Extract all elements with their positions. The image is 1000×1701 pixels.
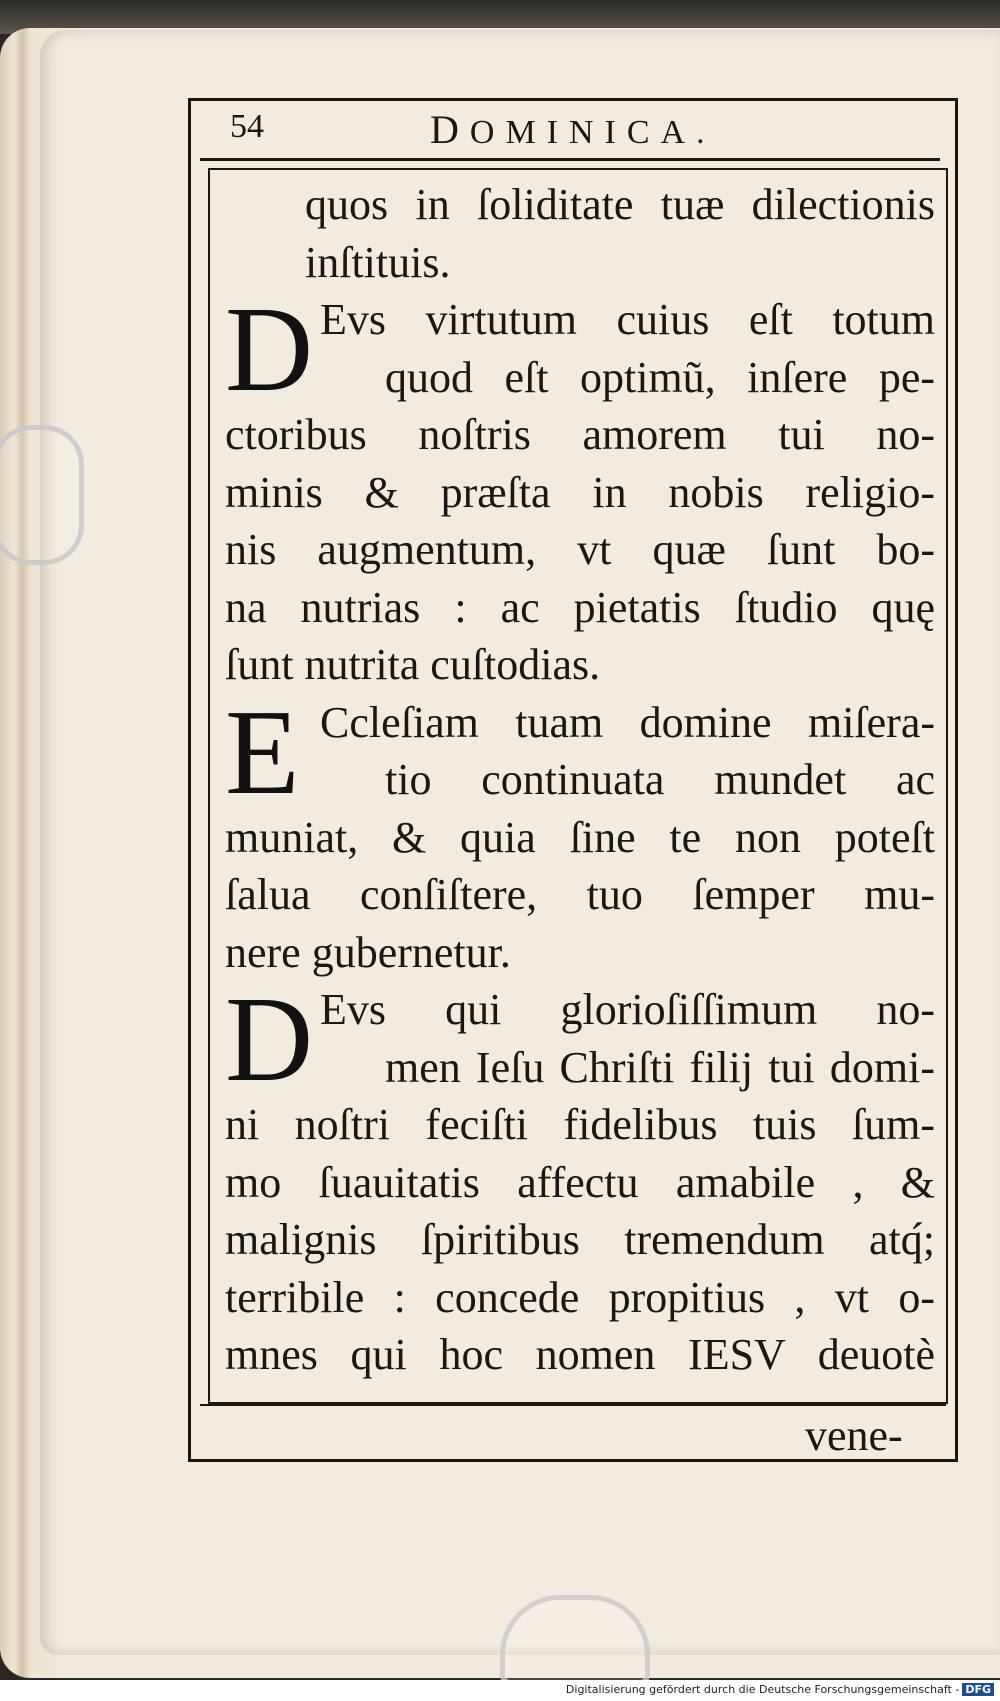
text-line: quod eſt optimũ, inſere pe- [385, 352, 935, 402]
text-line: inſtituis. [305, 237, 451, 287]
page-number: 54 [230, 108, 264, 145]
text-line: minis & præſta in nobis religio- [225, 467, 935, 517]
drop-capital: D [225, 282, 314, 417]
text-line: ni noſtri feciſti fidelibus tuis ſum- [225, 1100, 935, 1149]
page-clip-left [0, 425, 84, 565]
dfg-logo: DFG [962, 1683, 994, 1696]
catchword: vene- [805, 1411, 903, 1460]
digitization-credit [566, 1683, 994, 1696]
text-line: nis augmentum, vt quæ ſunt bo- [225, 525, 935, 574]
text-line: men Ieſu Chriſti filij tui domi- [385, 1042, 935, 1092]
text-line: ſalua conſiſtere, tuo ſemper mu- [225, 870, 935, 919]
text-line: Ccleſiam tuam domine miſera- [320, 697, 935, 747]
text-line: mnes qui hoc nomen IESV deuotè [225, 1330, 935, 1379]
running-head [430, 106, 716, 153]
text-line: quos in ſoliditate tuæ dilectionis [305, 180, 935, 229]
text-line: malignis ſpiritibus tremendum atq́; [225, 1215, 935, 1264]
header-rule [200, 158, 940, 161]
credit-text: Digitalisierung gefördert durch die Deutsche Forschungsgemeinschaft - [565, 1683, 960, 1696]
paragraph-1 [225, 176, 935, 291]
text-line: Evs qui glorioſiſſimum no- [320, 985, 935, 1034]
running-head-text: OMINICA. [469, 114, 716, 151]
text-line: mo ſuauitatis affectu amabile , & [225, 1157, 935, 1207]
footer-rule [200, 1404, 946, 1406]
drop-capital: D [225, 972, 314, 1107]
paragraph-4 [225, 972, 935, 1384]
text-line: nere gubernetur. [225, 927, 511, 977]
paragraph-3 [225, 684, 935, 982]
text-line: na nutrias : ac pietatis ſtudio quę [225, 582, 935, 632]
text-line: ſunt nutrita cuſtodias. [225, 640, 601, 689]
text-line: ctoribus noſtris amorem tui no- [225, 410, 935, 459]
text-line: Evs virtutum cuius eſt totum [320, 295, 935, 344]
running-head-initial: D [430, 107, 470, 152]
text-line: muniat, & quia ſine te non poteſt [225, 812, 935, 862]
page-clip-bottom [500, 1595, 650, 1685]
paragraph-2 [225, 282, 935, 694]
drop-capital: E [225, 684, 300, 820]
text-line: terribile : concede propitius , vt o- [225, 1272, 935, 1322]
text-line: tio continuata mundet ac [385, 755, 935, 804]
body-text [225, 176, 935, 1384]
